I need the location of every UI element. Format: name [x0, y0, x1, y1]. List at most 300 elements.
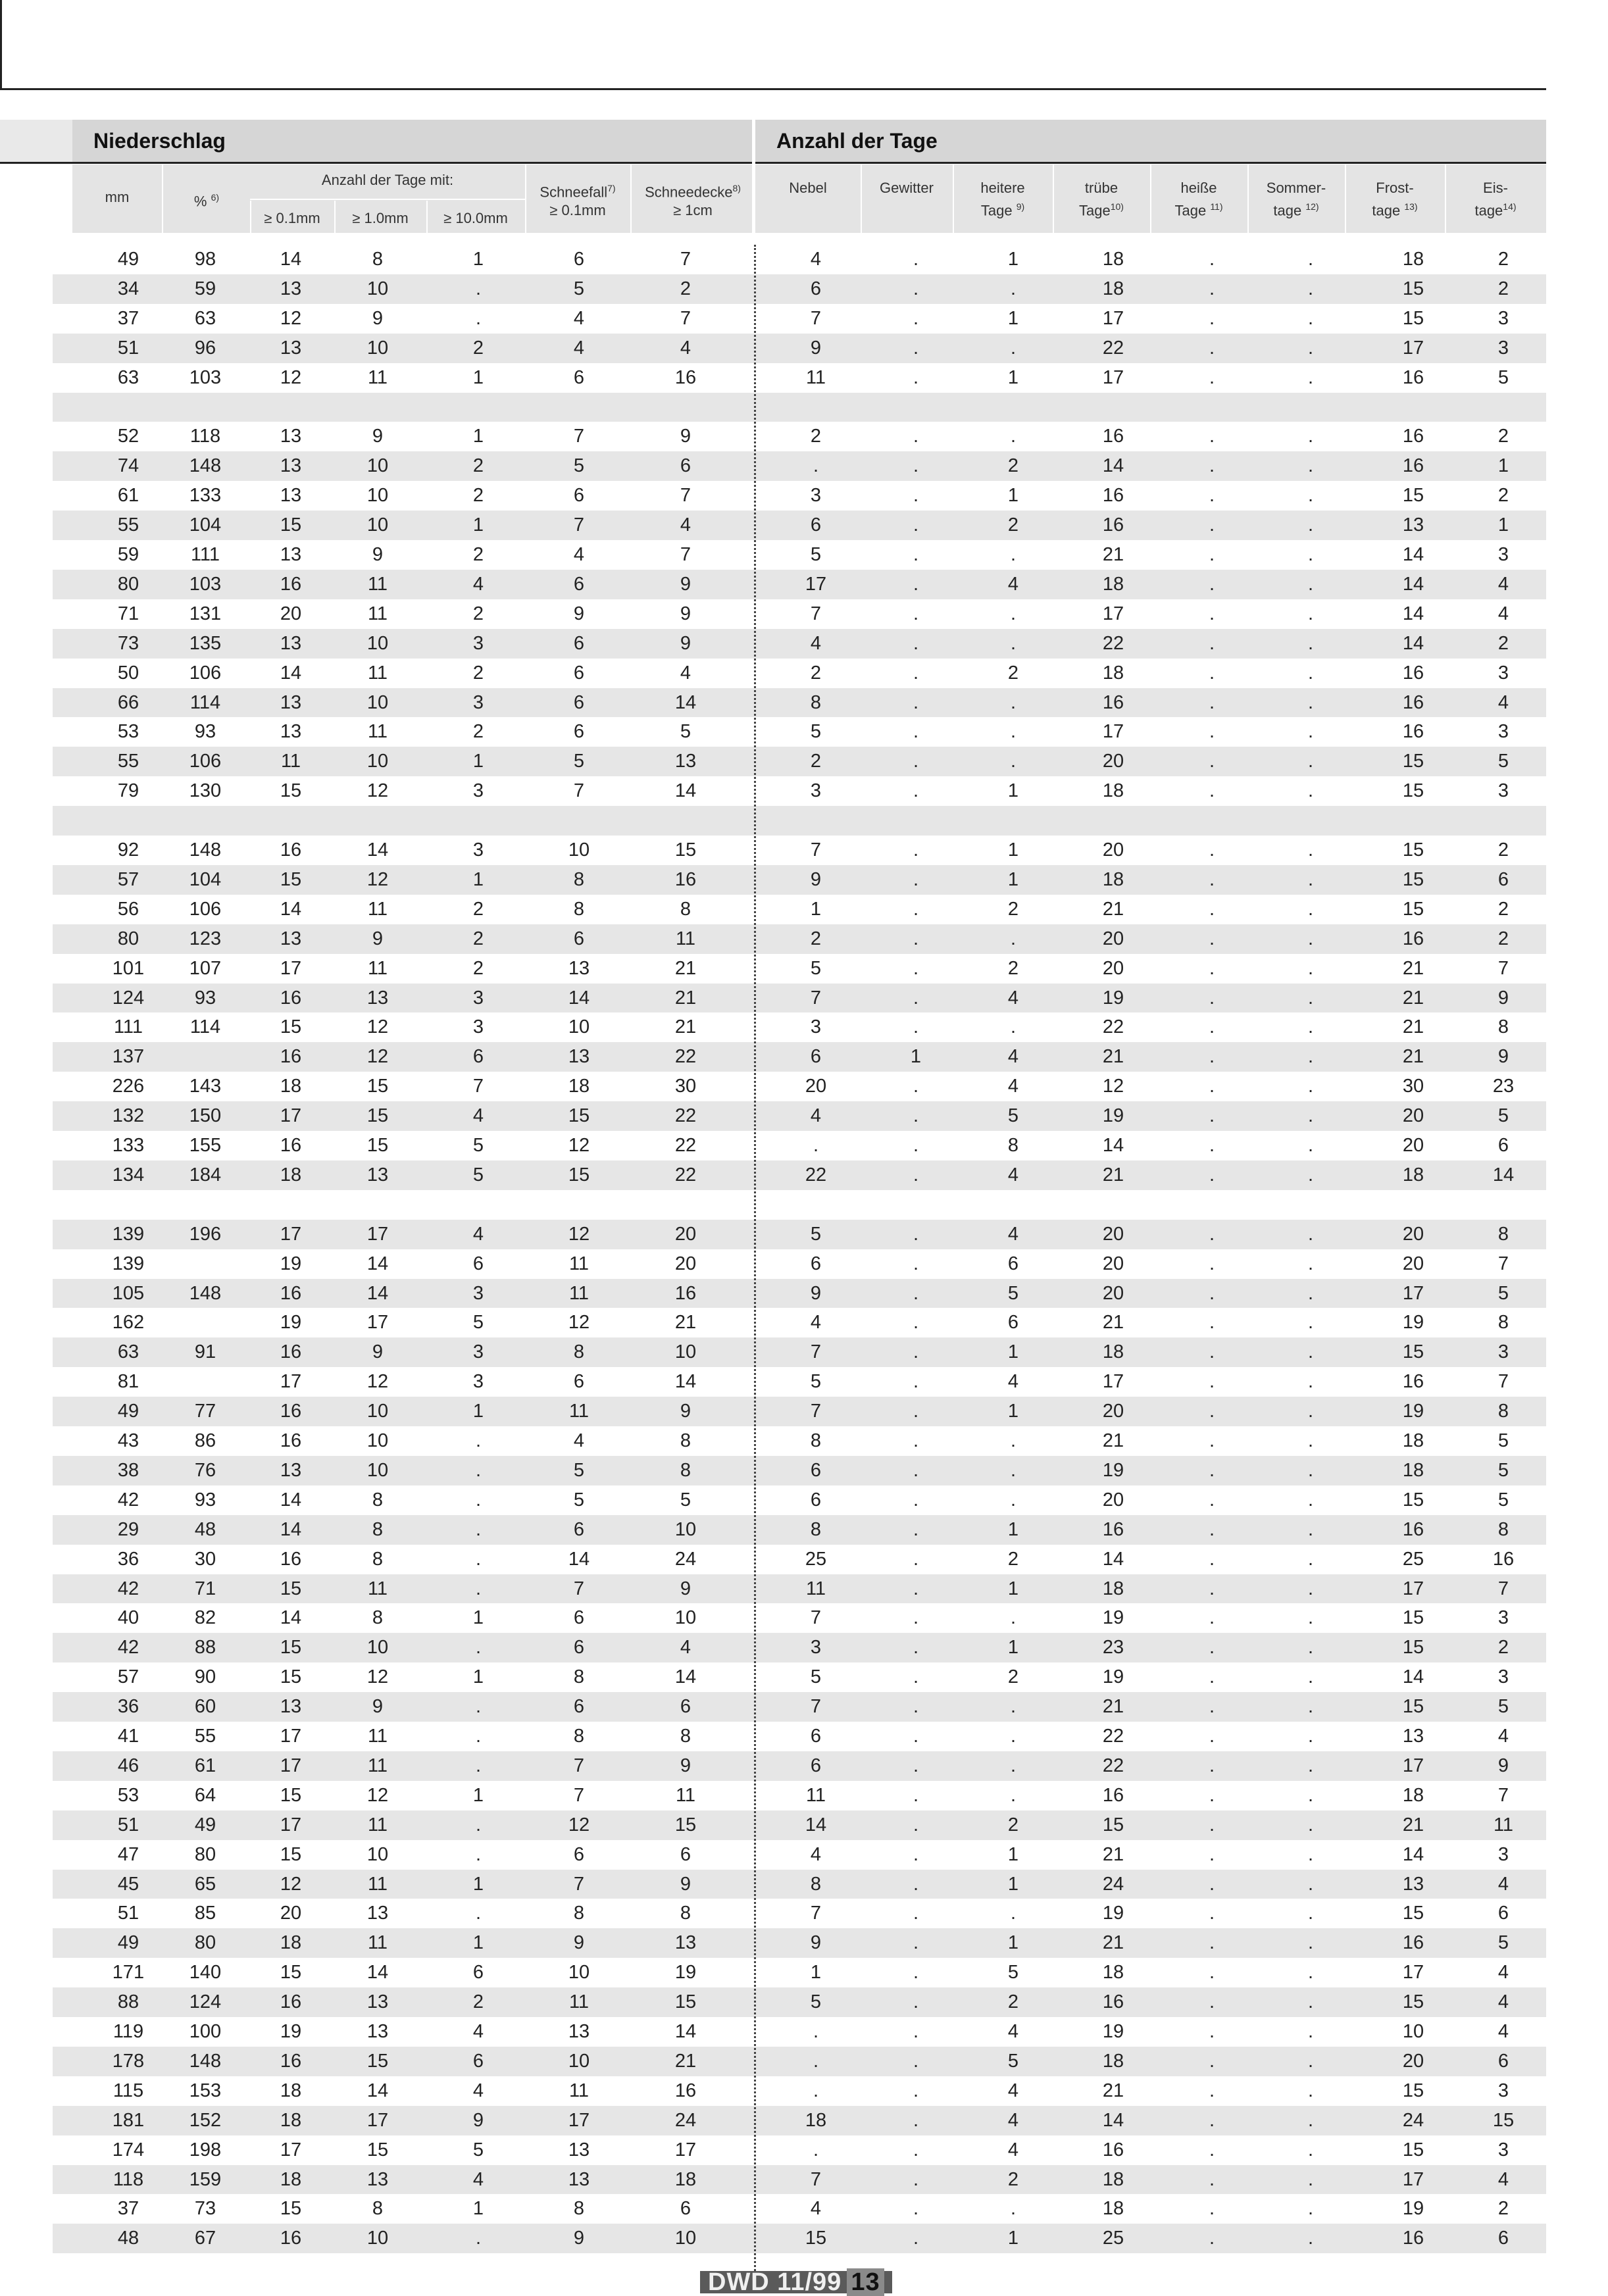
cell-fog: 8: [810, 1518, 822, 1540]
cell-frost-days: 15: [1402, 839, 1424, 861]
cell-ice-days: 5: [1497, 1696, 1509, 1718]
cell-thunder: .: [913, 426, 919, 447]
cell-dull-days: 14: [1102, 1548, 1124, 1570]
cell-dull-days: 18: [1102, 1341, 1124, 1363]
cell-days-ge-1-0mm: 11: [367, 603, 388, 624]
cell-days-ge-1-0mm: 10: [366, 691, 389, 713]
cell-snowcover: 7: [680, 485, 691, 507]
cell-snowcover: 10: [674, 1607, 697, 1629]
cell-days-ge-1-0mm: 11: [367, 1726, 388, 1747]
cell-days-ge-1-0mm: 14: [366, 839, 389, 861]
cell-thunder: .: [913, 987, 919, 1009]
cell-percent: 103: [189, 573, 222, 595]
cell-thunder: .: [913, 928, 919, 949]
cell-days-ge-0-1mm: 13: [280, 426, 302, 447]
cell-summer-days: .: [1307, 691, 1314, 713]
cell-hot-days: .: [1209, 1459, 1215, 1481]
table-row: [53, 245, 1546, 274]
cell-days-ge-0-1mm: 13: [280, 544, 302, 565]
cell-snowfall: 18: [568, 1076, 590, 1097]
cell-snowcover: 22: [674, 1164, 697, 1185]
cell-hot-days: .: [1209, 957, 1215, 979]
cell-thunder: .: [913, 307, 919, 329]
table-row: [53, 451, 1546, 481]
cell-percent: 196: [189, 1223, 222, 1245]
cell-mm: 53: [117, 1784, 139, 1806]
cell-snowfall: 9: [573, 2228, 585, 2249]
cell-summer-days: .: [1307, 2109, 1314, 2131]
cell-hot-days: .: [1209, 987, 1215, 1009]
cell-thunder: .: [913, 691, 919, 713]
cell-ice-days: 7: [1497, 1253, 1509, 1274]
cell-snowcover: 10: [674, 1341, 697, 1363]
cell-dull-days: 18: [1102, 2168, 1124, 2190]
table-row: [53, 1574, 1546, 1604]
cell-percent: 82: [194, 1607, 216, 1629]
cell-dull-days: 20: [1102, 1223, 1124, 1245]
cell-percent: 90: [194, 1666, 216, 1688]
cell-clear-days: 2: [1007, 1814, 1019, 1835]
cell-ice-days: 16: [1492, 1548, 1515, 1570]
cell-frost-days: 20: [1402, 1105, 1424, 1127]
cell-dull-days: 22: [1102, 1755, 1124, 1776]
cell-hot-days: .: [1209, 1282, 1215, 1304]
cell-fog: 7: [810, 1341, 822, 1363]
cell-days-ge-1-0mm: 8: [372, 1548, 384, 1570]
cell-snowcover: 4: [680, 662, 691, 684]
cell-thunder: .: [913, 1666, 919, 1688]
cell-days-ge-0-1mm: 16: [280, 2050, 302, 2072]
cell-days-ge-10mm: .: [475, 278, 482, 299]
cell-snowfall: 14: [568, 987, 590, 1009]
cell-fog: 14: [805, 1814, 827, 1835]
table-row: [53, 1220, 1546, 1249]
cell-clear-days: .: [1010, 278, 1017, 299]
cell-dull-days: 16: [1102, 514, 1124, 536]
cell-days-ge-1-0mm: 11: [367, 366, 388, 388]
cell-frost-days: 20: [1402, 1223, 1424, 1245]
cell-snowfall: 11: [568, 1253, 590, 1274]
cell-days-ge-10mm: 6: [472, 2050, 484, 2072]
cell-percent: 73: [194, 2198, 216, 2220]
cell-days-ge-1-0mm: 14: [366, 1962, 389, 1984]
cell-clear-days: 1: [1007, 1637, 1019, 1659]
cell-percent: 111: [190, 544, 220, 565]
cell-snowcover: 22: [674, 1135, 697, 1156]
cell-days-ge-0-1mm: 18: [280, 1164, 302, 1185]
cell-days-ge-1-0mm: 11: [367, 1932, 388, 1954]
cell-percent: 76: [194, 1459, 216, 1481]
cell-snowcover: 21: [674, 1312, 697, 1334]
cell-mm: 171: [112, 1962, 145, 1984]
cell-snowfall: 13: [568, 1046, 590, 1068]
cell-snowcover: 14: [674, 780, 697, 802]
cell-dull-days: 21: [1102, 1932, 1124, 1954]
cell-mm: 55: [117, 751, 139, 772]
cell-percent: 133: [189, 485, 222, 507]
cell-ice-days: 3: [1497, 662, 1509, 684]
cell-percent: 123: [189, 928, 222, 949]
cell-days-ge-0-1mm: 12: [280, 1873, 302, 1895]
cell-percent: 60: [194, 1696, 216, 1718]
cell-snowcover: 10: [674, 2228, 697, 2249]
cell-summer-days: .: [1307, 455, 1314, 477]
cell-fog: 2: [810, 751, 822, 772]
cell-dull-days: 16: [1102, 1784, 1124, 1806]
cell-summer-days: .: [1307, 2050, 1314, 2072]
cell-snowfall: 8: [573, 1341, 585, 1363]
cell-snowfall: 5: [573, 751, 585, 772]
cell-snowcover: 2: [680, 278, 691, 299]
table-row: [53, 1781, 1546, 1810]
cell-dull-days: 18: [1102, 868, 1124, 890]
cell-thunder: .: [913, 780, 919, 802]
cell-days-ge-10mm: .: [475, 1637, 482, 1659]
cell-ice-days: 4: [1497, 2168, 1509, 2190]
cell-ice-days: 5: [1497, 366, 1509, 388]
cell-days-ge-10mm: .: [475, 1726, 482, 1747]
cell-dull-days: 17: [1102, 366, 1124, 388]
cell-mm: 49: [117, 1401, 139, 1422]
cell-dull-days: 23: [1102, 1637, 1124, 1659]
table-row: [53, 2135, 1546, 2165]
cell-percent: 114: [189, 691, 221, 713]
cell-frost-days: 15: [1402, 780, 1424, 802]
cell-hot-days: .: [1209, 1164, 1215, 1185]
cell-frost-days: 13: [1402, 1873, 1424, 1895]
cell-snowcover: 13: [674, 1932, 697, 1954]
cell-days-ge-1-0mm: 10: [366, 1843, 389, 1865]
cell-percent: 131: [189, 603, 222, 624]
cell-percent: 198: [189, 2139, 222, 2160]
cell-snowcover: 8: [680, 898, 691, 920]
cell-fog: 3: [810, 485, 822, 507]
cell-fog: 8: [810, 1873, 822, 1895]
cell-days-ge-1-0mm: 15: [366, 1105, 389, 1127]
cell-fog: 4: [810, 1105, 822, 1127]
cell-snowcover: 6: [680, 1696, 691, 1718]
cell-frost-days: 18: [1402, 249, 1424, 270]
cell-hot-days: .: [1209, 1253, 1215, 1274]
cell-dull-days: 19: [1102, 1105, 1124, 1127]
cell-snowfall: 6: [573, 721, 585, 743]
cell-clear-days: .: [1010, 1784, 1017, 1806]
cell-frost-days: 21: [1402, 1814, 1424, 1835]
cell-thunder: .: [913, 1696, 919, 1718]
cell-thunder: .: [913, 1962, 919, 1984]
table-row: [53, 1012, 1546, 1042]
table-row: [53, 304, 1546, 334]
table-row: [53, 1603, 1546, 1633]
cell-clear-days: 6: [1007, 1253, 1019, 1274]
cell-percent: 64: [194, 1784, 216, 1806]
cell-snowfall: 13: [568, 957, 590, 979]
cell-clear-days: 4: [1007, 1164, 1019, 1185]
cell-fog: 22: [805, 1164, 827, 1185]
cell-summer-days: .: [1307, 1578, 1314, 1599]
cell-thunder: .: [913, 1312, 919, 1334]
cell-summer-days: .: [1307, 1962, 1314, 1984]
cell-hot-days: .: [1209, 426, 1215, 447]
cell-clear-days: .: [1010, 1726, 1017, 1747]
cell-snowfall: 4: [573, 337, 585, 359]
cell-days-ge-10mm: .: [475, 1903, 482, 1924]
cell-fog: 1: [810, 1962, 822, 1984]
cell-summer-days: .: [1307, 337, 1314, 359]
cell-days-ge-1-0mm: 14: [366, 2080, 389, 2101]
cell-snowcover: 15: [674, 839, 697, 861]
cell-days-ge-0-1mm: 16: [280, 1430, 302, 1451]
table-row: [53, 1485, 1546, 1515]
cell-days-ge-0-1mm: 16: [280, 987, 302, 1009]
table-row: [53, 2017, 1546, 2047]
cell-mm: 139: [112, 1223, 145, 1245]
header-band-edge: [0, 120, 72, 163]
cell-ice-days: 9: [1497, 1046, 1509, 1068]
cell-mm: 46: [117, 1755, 139, 1776]
cell-thunder: .: [913, 1105, 919, 1127]
cell-days-ge-10mm: 3: [472, 839, 484, 861]
cell-thunder: .: [913, 544, 919, 565]
cell-percent: 100: [189, 2021, 222, 2042]
cell-thunder: .: [913, 868, 919, 890]
cell-thunder: .: [913, 1430, 919, 1451]
cell-dull-days: 21: [1102, 1046, 1124, 1068]
table-row: [53, 1131, 1546, 1160]
cell-summer-days: .: [1307, 1371, 1314, 1393]
cell-snowfall: 13: [568, 2139, 590, 2160]
table-row: [53, 1545, 1546, 1574]
cell-clear-days: .: [1010, 337, 1017, 359]
cell-clear-days: 5: [1007, 1962, 1019, 1984]
cell-days-ge-10mm: 1: [472, 1666, 484, 1688]
table-row: [53, 776, 1546, 806]
cell-hot-days: .: [1209, 1873, 1215, 1895]
table-row: [53, 1337, 1546, 1367]
table-row: [53, 599, 1546, 629]
cell-clear-days: 1: [1007, 485, 1019, 507]
cell-dull-days: 21: [1102, 1843, 1124, 1865]
cell-snowfall: 4: [573, 544, 585, 565]
cell-snowcover: 15: [674, 1814, 697, 1835]
cell-days-ge-1-0mm: 12: [366, 1666, 389, 1688]
table-row: [53, 2224, 1546, 2253]
cell-snowfall: 10: [568, 839, 590, 861]
cell-thunder: .: [913, 1991, 919, 2013]
cell-percent: 104: [189, 868, 222, 890]
cell-clear-days: 2: [1007, 2168, 1019, 2190]
cell-hot-days: .: [1209, 780, 1215, 802]
cell-days-ge-10mm: 3: [472, 1371, 484, 1393]
cell-days-ge-1-0mm: 8: [372, 249, 384, 270]
cell-days-ge-10mm: 1: [472, 426, 484, 447]
cell-summer-days: .: [1307, 1873, 1314, 1895]
cell-mm: 49: [117, 1932, 139, 1954]
cell-dull-days: 16: [1102, 426, 1124, 447]
cell-snowfall: 6: [573, 1843, 585, 1865]
cell-summer-days: .: [1307, 751, 1314, 772]
cell-mm: 101: [112, 957, 145, 979]
page-footer: [700, 2268, 892, 2296]
cell-days-ge-10mm: 2: [472, 1991, 484, 2013]
header-days-with: Anzahl der Tage mit:: [321, 172, 454, 188]
cell-snowcover: 17: [674, 2139, 697, 2160]
cell-days-ge-10mm: 3: [472, 1282, 484, 1304]
cell-fog: 6: [810, 1046, 822, 1068]
cell-summer-days: .: [1307, 1401, 1314, 1422]
cell-snowcover: 16: [674, 2080, 697, 2101]
table-row: [53, 1308, 1546, 1337]
cell-snowfall: 13: [568, 2021, 590, 2042]
cell-days-ge-10mm: 2: [472, 957, 484, 979]
cell-clear-days: .: [1010, 1607, 1017, 1629]
table-row: [53, 954, 1546, 984]
cell-clear-days: 1: [1007, 1932, 1019, 1954]
cell-hot-days: .: [1209, 691, 1215, 713]
cell-days-ge-0-1mm: 17: [280, 1371, 302, 1393]
cell-ice-days: 3: [1497, 307, 1509, 329]
table-row: [53, 1899, 1546, 1928]
cell-dull-days: 20: [1102, 928, 1124, 949]
cell-thunder: .: [913, 366, 919, 388]
cell-hot-days: .: [1209, 1607, 1215, 1629]
cell-days-ge-1-0mm: 8: [372, 1489, 384, 1510]
cell-ice-days: 9: [1497, 987, 1509, 1009]
cell-percent: 153: [189, 2080, 222, 2101]
cell-days-ge-10mm: 2: [472, 662, 484, 684]
cell-snowcover: 21: [674, 1016, 697, 1038]
cell-percent: 85: [194, 1903, 216, 1924]
cell-mm: 111: [113, 1016, 143, 1038]
cell-days-ge-0-1mm: 13: [280, 1459, 302, 1481]
cell-ice-days: 8: [1497, 1518, 1509, 1540]
cell-snowfall: 9: [573, 1932, 585, 1954]
cell-days-ge-1-0mm: 11: [367, 662, 388, 684]
cell-fog: 9: [810, 337, 822, 359]
cell-mm: 63: [117, 1341, 139, 1363]
cell-ice-days: 2: [1497, 898, 1509, 920]
cell-clear-days: .: [1010, 632, 1017, 654]
cell-mm: 174: [112, 2139, 145, 2160]
table-row: [53, 865, 1546, 895]
cell-dull-days: 21: [1102, 1430, 1124, 1451]
cell-frost-days: 15: [1402, 1903, 1424, 1924]
cell-days-ge-0-1mm: 20: [280, 1903, 302, 1924]
table-row: [53, 1810, 1546, 1840]
cell-snowfall: 7: [573, 514, 585, 536]
cell-summer-days: .: [1307, 1076, 1314, 1097]
cell-snowfall: 4: [573, 307, 585, 329]
cell-frost-days: 15: [1402, 1991, 1424, 2013]
cell-snowcover: 16: [674, 366, 697, 388]
cell-ice-days: 1: [1497, 514, 1509, 536]
cell-snowfall: 6: [573, 1518, 585, 1540]
cell-mm: 36: [117, 1696, 139, 1718]
header-summer-days: Sommer- tage $^{12)}$: [1266, 180, 1326, 219]
cell-fog: 1: [810, 898, 822, 920]
cell-days-ge-0-1mm: 13: [280, 691, 302, 713]
cell-days-ge-1-0mm: 9: [372, 928, 384, 949]
cell-frost-days: 19: [1402, 2198, 1424, 2220]
cell-ice-days: 3: [1497, 1607, 1509, 1629]
cell-clear-days: .: [1010, 691, 1017, 713]
cell-ice-days: 8: [1497, 1401, 1509, 1422]
cell-summer-days: .: [1307, 1312, 1314, 1334]
cell-days-ge-1-0mm: 12: [366, 868, 389, 890]
cell-thunder: .: [913, 1401, 919, 1422]
cell-days-ge-10mm: 1: [472, 1607, 484, 1629]
cell-ice-days: 7: [1497, 1578, 1509, 1599]
cell-dull-days: 19: [1102, 1903, 1124, 1924]
cell-summer-days: .: [1307, 1784, 1314, 1806]
cell-mm: 43: [117, 1430, 139, 1451]
cell-dull-days: 24: [1102, 1873, 1124, 1895]
cell-days-ge-0-1mm: 17: [280, 1726, 302, 1747]
table-row: [53, 688, 1546, 718]
cell-hot-days: .: [1209, 278, 1215, 299]
header-ice-days: Eis- tage$^{14)}$: [1474, 180, 1517, 219]
cell-dull-days: 18: [1102, 1578, 1124, 1599]
cell-summer-days: .: [1307, 721, 1314, 743]
cell-clear-days: .: [1010, 928, 1017, 949]
cell-fog: 5: [810, 721, 822, 743]
cell-dull-days: 18: [1102, 573, 1124, 595]
cell-days-ge-1-0mm: 13: [366, 1991, 389, 2013]
cell-fog: 6: [810, 1489, 822, 1510]
cell-mm: 38: [117, 1459, 139, 1481]
cell-clear-days: .: [1010, 544, 1017, 565]
cell-thunder: .: [913, 2109, 919, 2131]
cell-dull-days: 21: [1102, 1696, 1124, 1718]
cell-percent: 114: [189, 1016, 221, 1038]
cell-days-ge-1-0mm: 13: [366, 2168, 389, 2190]
cell-thunder: .: [913, 751, 919, 772]
cell-days-ge-10mm: .: [475, 1696, 482, 1718]
cell-summer-days: .: [1307, 868, 1314, 890]
cell-percent: 80: [194, 1932, 216, 1954]
cell-ice-days: 2: [1497, 485, 1509, 507]
table-row: [53, 1870, 1546, 1899]
cell-snowcover: 9: [680, 603, 691, 624]
cell-snowfall: 8: [573, 2198, 585, 2220]
cell-summer-days: .: [1307, 1518, 1314, 1540]
cell-days-ge-10mm: 4: [472, 1105, 484, 1127]
cell-dull-days: 18: [1102, 249, 1124, 270]
cell-percent: 96: [194, 337, 216, 359]
cell-summer-days: .: [1307, 366, 1314, 388]
cell-hot-days: .: [1209, 337, 1215, 359]
cell-summer-days: .: [1307, 573, 1314, 595]
cell-ice-days: 4: [1497, 573, 1509, 595]
cell-days-ge-10mm: 3: [472, 1341, 484, 1363]
cell-clear-days: .: [1010, 721, 1017, 743]
cell-snowcover: 9: [680, 632, 691, 654]
cell-summer-days: .: [1307, 544, 1314, 565]
cell-frost-days: 16: [1402, 426, 1424, 447]
cell-dull-days: 19: [1102, 2021, 1124, 2042]
cell-ice-days: 2: [1497, 839, 1509, 861]
footer-label: DWD 11/99: [708, 2268, 842, 2296]
cell-snowfall: 10: [568, 1962, 590, 1984]
cell-clear-days: .: [1010, 1755, 1017, 1776]
cell-fog: 9: [810, 868, 822, 890]
cell-fog: 5: [810, 957, 822, 979]
cell-fog: 7: [810, 1696, 822, 1718]
days-section-title: Anzahl der Tage: [776, 129, 938, 153]
cell-days-ge-0-1mm: 13: [280, 632, 302, 654]
cell-snowfall: 6: [573, 928, 585, 949]
cell-snowcover: 9: [680, 1401, 691, 1422]
